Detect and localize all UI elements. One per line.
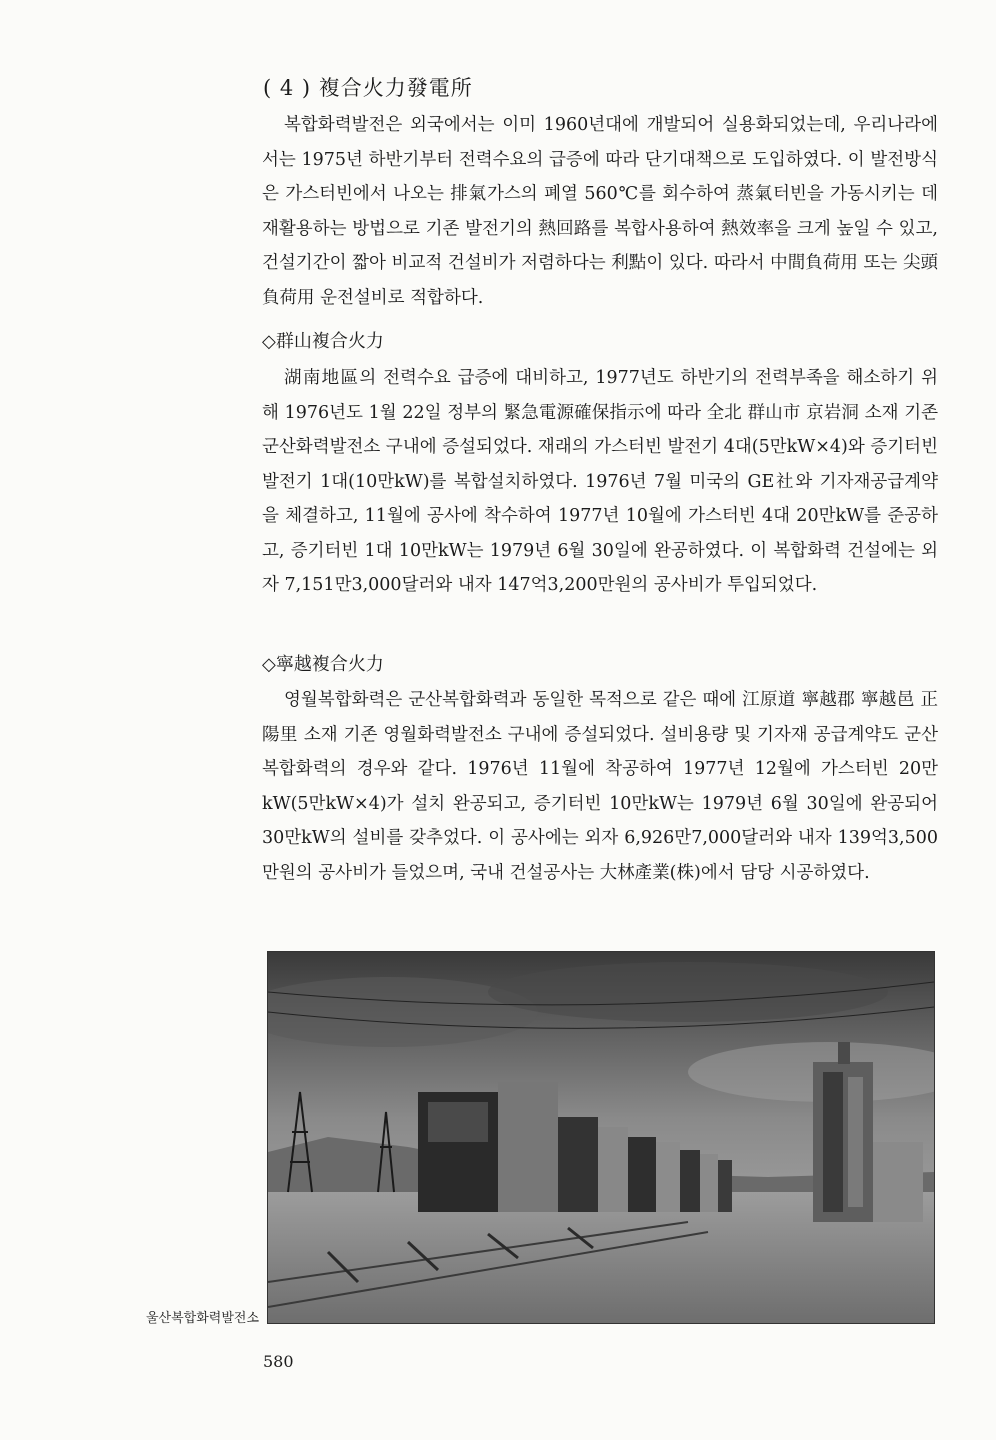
yeongwol-paragraph: 영월복합화력은 군산복합화력과 동일한 목적으로 같은 때에 江原道 寧越郡 寧越邑 正陽里 소재 기존 영월화력발전소 구내에 증설되었다. 설비용량 및 기자재 공급계약도 군산복합화력의 경우와 같다. 1976년 11월에 착공하여 1977년 12월에 가스터빈 20만kW(5만kW×4)가 설치 완공되고, 증기터빈 10만kW는 1979년 6월 30일에 완공되어 30만kW의 설비를 갖추었다. 이 공사에는 외자 6,926만7,000달러와 내자 139억3,500만원의 공사비가 들었으며, 국내 건설공사는 大林產業(株)에서 담당 시공하였다. xyxy=(262,690,938,883)
page-number: 580 xyxy=(263,1352,294,1371)
power-plant-photo xyxy=(267,951,935,1324)
gunsan-heading: ◇群山複合火力 xyxy=(262,331,384,352)
yeongwol-heading: ◇寧越複合火力 xyxy=(262,654,384,675)
intro-paragraph: 복합화력발전은 외국에서는 이미 1960년대에 개발되어 실용화되었는데, 우리나라에서는 1975년 하반기부터 전력수요의 급증에 따라 단기대책으로 도입하였다. 이 발전방식은 가스터빈에서 나오는 排氣가스의 폐열 560℃를 회수하여 蒸氣터빈을 가동시키는 데 재활용하는 방법으로 기존 발전기의 熱回路를 복합사용하여 熱效率을 크게 높일 수 있고, 건설기간이 짧아 비교적 건설비가 저렴하다는 利點이 있다. 따라서 中間負荷用 또는 尖頭負荷用 운전설비로 적합하다. xyxy=(262,115,938,308)
section-title: ( 4 ) 複合火力發電所 xyxy=(263,76,473,100)
gunsan-paragraph: 湖南地區의 전력수요 급증에 대비하고, 1977년도 하반기의 전력부족을 해소하기 위해 1976년도 1월 22일 정부의 緊急電源確保指示에 따라 全北 群山市 京岩洞 소재 기존 군산화력발전소 구내에 증설되었다. 재래의 가스터빈 발전기 4대(5만kW×4)와 증기터빈 발전기 1대(10만kW)를 복합설치하였다. 1976년 7월 미국의 GE社와 기자재공급계약을 체결하고, 11월에 공사에 착수하여 1977년 10월에 가스터빈 4대 20만kW를 준공하고, 증기터빈 1대 10만kW는 1979년 6월 30일에 완공하였다. 이 복합화력 건설에는 외자 7,151만3,000달러와 내자 147억3,200만원의 공사비가 투입되었다. xyxy=(262,368,938,595)
power-plant-illustration xyxy=(268,952,934,1323)
photo-caption: 울산복합화력발전소 xyxy=(146,1311,260,1326)
